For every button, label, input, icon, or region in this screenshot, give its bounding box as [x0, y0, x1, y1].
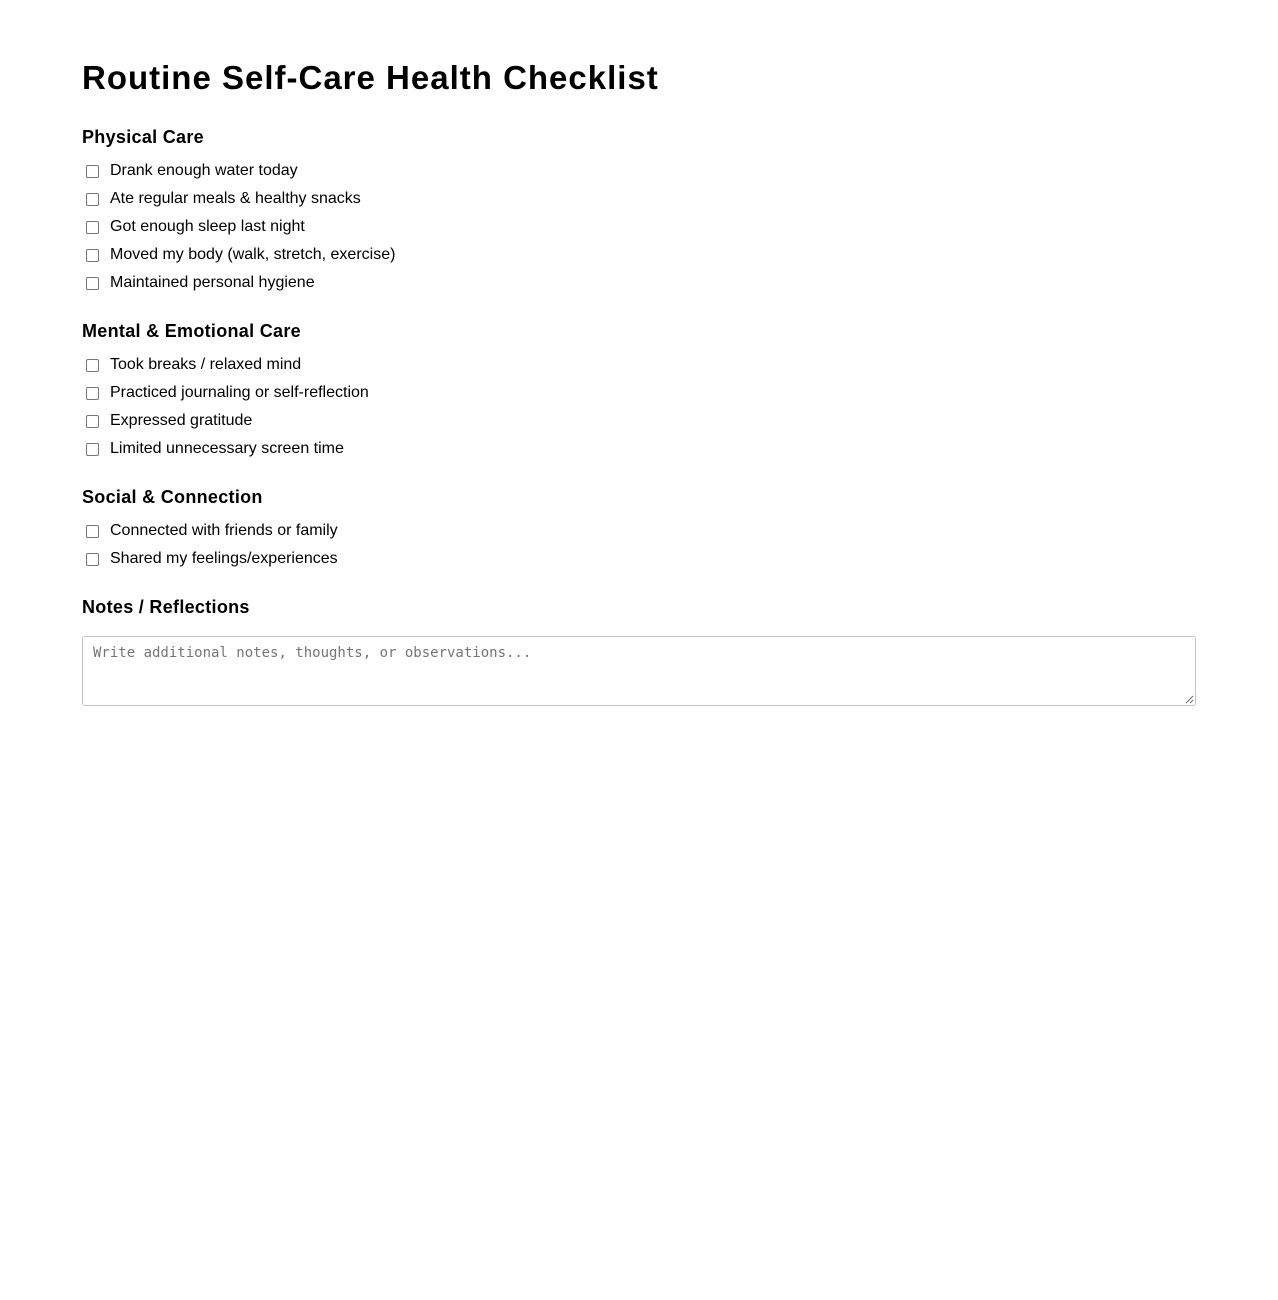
checkbox[interactable]	[86, 249, 99, 262]
notes-placeholder: Write additional notes, thoughts, or observations...	[93, 645, 532, 661]
checklist-physical-care	[82, 157, 1196, 297]
checklist-item-label[interactable]: Drank enough water today	[110, 162, 298, 179]
checklist-item-label[interactable]: Took breaks / relaxed mind	[110, 356, 302, 373]
checkbox[interactable]	[86, 525, 99, 538]
checkbox[interactable]	[86, 193, 99, 206]
checklist-item	[82, 517, 1196, 545]
checklist-item	[82, 269, 1196, 297]
checkbox[interactable]	[86, 443, 99, 456]
checklist-item-label[interactable]: Expressed gratitude	[110, 412, 253, 429]
checklist-item-label[interactable]: Practiced journaling or self-reflection	[110, 384, 369, 401]
notes-textarea[interactable]	[82, 636, 1196, 706]
resize-grip-icon[interactable]	[1185, 695, 1194, 704]
checkbox[interactable]	[86, 165, 99, 178]
checklist-social-connection	[82, 517, 1196, 573]
checklist-item	[82, 435, 1196, 463]
section-heading-physical-care: Physical Care	[82, 127, 204, 147]
checkbox[interactable]	[86, 387, 99, 400]
checkbox[interactable]	[86, 221, 99, 234]
checkbox[interactable]	[86, 415, 99, 428]
checklist-item	[82, 157, 1196, 185]
checklist-item-label[interactable]: Shared my feelings/experiences	[110, 550, 338, 567]
checkbox[interactable]	[86, 359, 99, 372]
checklist-item-label[interactable]: Connected with friends or family	[110, 522, 338, 539]
section-physical-care	[82, 126, 1196, 297]
section-heading-notes: Notes / Reflections	[82, 597, 250, 617]
checkbox[interactable]	[86, 277, 99, 290]
section-mental-emotional-care	[82, 320, 1196, 463]
checklist-item	[82, 379, 1196, 407]
checklist-item-label[interactable]: Limited unnecessary screen time	[110, 440, 344, 457]
checklist-item-label[interactable]: Ate regular meals & healthy snacks	[110, 190, 361, 207]
checklist-item-label[interactable]: Moved my body (walk, stretch, exercise)	[110, 246, 396, 263]
checklist-mental-emotional-care	[82, 351, 1196, 463]
section-social-connection	[82, 486, 1196, 573]
section-heading-mental-emotional-care: Mental & Emotional Care	[82, 321, 301, 341]
checklist-item	[82, 407, 1196, 435]
checklist-item-label[interactable]: Got enough sleep last night	[110, 218, 305, 235]
checklist-item	[82, 213, 1196, 241]
checklist-item-label[interactable]: Maintained personal hygiene	[110, 274, 315, 291]
page-title: Routine Self-Care Health Checklist	[82, 59, 659, 96]
section-heading-social-connection: Social & Connection	[82, 487, 263, 507]
section-notes	[82, 596, 1196, 618]
checkbox[interactable]	[86, 553, 99, 566]
checklist-item	[82, 185, 1196, 213]
checklist-item	[82, 241, 1196, 269]
checklist-item	[82, 545, 1196, 573]
checklist-item	[82, 351, 1196, 379]
